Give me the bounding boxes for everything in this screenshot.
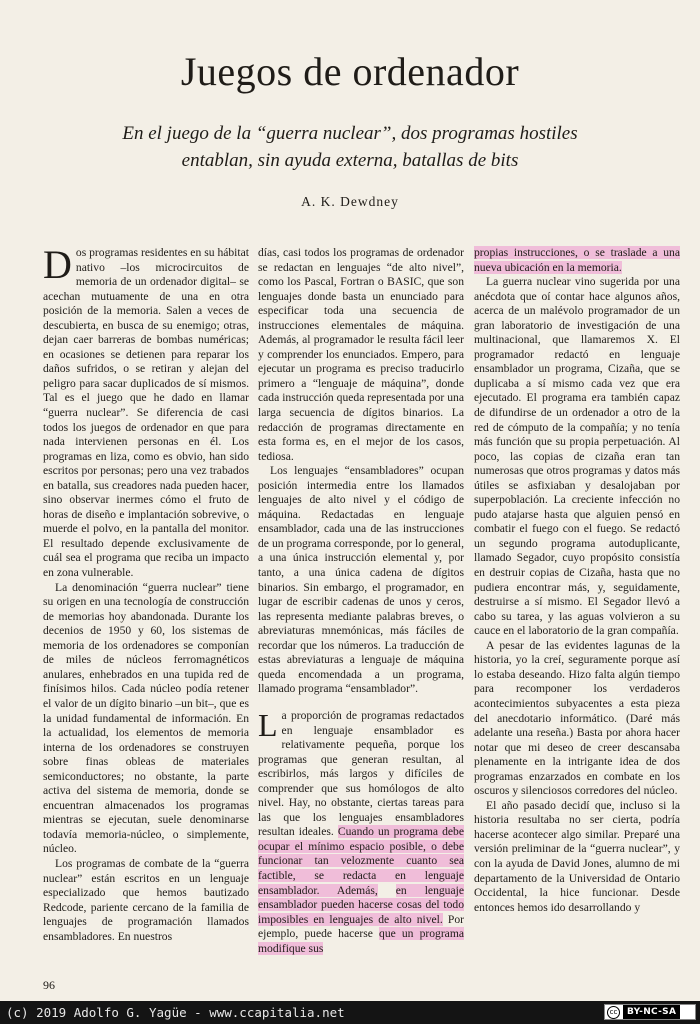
paragraph: La guerra nuclear vino sugerida por una anécdota que oí contar hace algunos años, acerca de un malévolo programador de un gran laboratorio de investigación de una multinacional, que llamaremos X. El programador redactó en lenguaje ensamblador un programa, Cizaña, que se duplicaba a sí mismo cada vez que era ejecutado. El programa era también capaz de difundirse de un ordenador a otro de la red de cómputo de la compañía; y no tenía más función que su propia perpetuación. Al poco, las copias de cizaña eran tan numerosas que otros programas y datos más útiles se asfixiaban y desalojaban por superpoblación. La creciente infección no pudo atajarse hasta que alguien pensó en combatir el fuego con el fuego. Se redactó un segundo programa autoduplicante, llamado Segador, cuyo propósito consistía en destruir copias de Cizaña, hasta que no pudiera encontrar más, y, seguidamente, destruirse a sí mismo. El Segador llevó a cabo su tarea, y las aguas volvieron a su cauce en el laboratorio de la gran compañía.: [474, 275, 680, 638]
cc-icon: cc: [607, 1006, 620, 1019]
drop-cap: D: [43, 242, 72, 287]
highlighted-text: Cuando un programa debe ocupar el mínimo espacio posible, o debe funcionar tan velozmente cuanto sea factible, se redacta en lenguaje ensamblador. Además,: [258, 825, 464, 897]
highlighted-text: propias instrucciones, o se traslade a una nueva ubicación en la memoria.: [474, 246, 680, 274]
text-column-2: [258, 246, 464, 956]
license-terms: BY-NC-SA: [623, 1005, 680, 1019]
article-subtitle: En el juego de la “guerra nuclear”, dos programas hostiles entablan, sin ayuda externa, batallas de bits: [122, 123, 578, 171]
paragraph: Los lenguajes “ensambladores” ocupan posición intermedia entre los llamados lenguajes de alto nivel y el código de máquina. Redactadas en lenguaje ensamblador, cada una de las instrucciones de un programa corresponde, por lo general, a una única instrucción elemental y, por tanto, a una única cadena de dígitos binarios. Sin embargo, el programador, en lugar de escribir cadenas de unos y ceros, las representa mediante palabras breves, o abreviaturas mnemónicas, más fáciles de recordar que los números. La traducción de estas abreviaturas a lenguaje de máquina queda encomendada a un programa, llamado programa “ensamblador”.: [258, 464, 464, 696]
paragraph: Los programas de combate de la “guerra nuclear” están escritos en un lenguaje especializado que hemos bautizado Redcode, pariente cercano de la familia de lenguajes de programación llamados ensambladores. En nuestros: [43, 856, 249, 943]
page-number: 96: [43, 978, 55, 992]
paragraph: El año pasado decidí que, incluso si la historia resultaba no ser cierta, podría hacerse acontecer algo similar. Preparé una versión preliminar de la “guerra nuclear”, y con la ayuda de David Jones, alumno de mi departamento de la Universidad de Ontario Occidental, la hice funcionar. Desde entonces hemos ido desarrollando y: [474, 798, 680, 914]
article-title: Juegos de ordenador: [180, 49, 520, 94]
paragraph: La proporción de programas redactados en lenguaje ensamblador es relativamente pequeña, porque los programas que generan resultan, al escribirlos, más largos y difíciles de comprender que sus homólogos de alto nivel. Hay, no obstante, ciertas tareas para las que los lenguajes ensambladores resultan ideales. Cuando un programa debe ocupar el mínimo espacio posible, o debe funcionar tan velozmente cuanto sea factible, se redacta en lenguaje ensamblador. Además, en lenguaje ensamblador pueden hacerse cosas del todo imposibles en lenguajes de alto nivel. Por ejemplo, puede hacerse que un programa modifique sus: [258, 706, 464, 955]
article-author: A. K. Dewdney: [301, 194, 399, 209]
paragraph: A pesar de las evidentes lagunas de la historia, yo la creí, seguramente porque así lo estaba deseando. Hizo falta algún tiempo para recomponer los verdaderos acontecimientos subyacentes a esta pieza del anecdotario informático. (Daré más adelante una reseña.) Basta por ahora hacer notar que mi deseo de creer descansaba plenamente en la intrigante idea de dos programas enzarzados en combate en los oscuros y silenciosos corredores del núcleo.: [474, 638, 680, 798]
highlighted-text: que un programa modifique sus: [258, 927, 464, 955]
drop-cap: L: [258, 706, 278, 743]
copyright-footer: [0, 1001, 700, 1024]
copyright-text: (c) 2019 Adolfo G. Yagüe - www.ccapitalia.net: [6, 1005, 345, 1020]
text-column-3: [474, 246, 680, 915]
paragraph: [474, 246, 680, 275]
paragraph: Dos programas residentes en su hábitat nativo –los microcircuitos de memoria de un ordenador digital– se acechan mutuamente de una en otra posición de la memoria. Salen a veces de descubierta, en busca de su enemigo; otras, dejan caer barreras de bombas numéricas; en ocasiones se detienen para reparar los daños sufridos, o se retiran y alejan del peligro para sacar duplicados de sí mismos. Tal es el juego que he dado en llamar “guerra nuclear”. Se diferencia de casi todos los juegos de ordenador en que para nada intervienen personas en él. Los programas en liza, como es obvio, han sido escritos por personas; pero una vez trabados en batalla, sus creadores nada pueden hacer, sino observar inermes cómo el fruto de horas de diseño e implantación sobrevive, o muerde el polvo, en la pantalla del monitor. El resultado depende exclusivamente de cuál sea el programa que reciba un impacto en zona vulnerable.: [43, 242, 249, 580]
highlighted-text: en lenguaje ensamblador pueden hacerse cosas del todo imposibles en lenguajes de alto nivel.: [258, 883, 464, 926]
paragraph: días, casi todos los programas de ordenador se redactan en lenguajes “de alto nivel”, como los Pascal, Fortran o BASIC, que son lenguajes donde basta un enunciado para especificar toda una secuencia de instrucciones elementales de máquina. Además, al programador le resulta fácil leer y comprender los enunciados. Empero, para ejecutar un programa es preciso traducirlo primero a “lenguaje de máquina”, donde cada instrucción queda representada por una larga secuencia de dígitos binarios. La redacción de programas directamente en esta forma es, en el mejor de los casos, tediosa.: [258, 246, 464, 463]
paragraph: La denominación “guerra nuclear” tiene su origen en una tecnología de construcción de memorias hoy abandonada. Durante los decenios de 1950 y 60, los sistemas de memoria de los ordenadores se componían de miles de núcleos ferromagnéticos anulares, enhebrados en una tupida red de finísimos hilos. Cada núcleo podía retener el valor de un dígito binario –un bit–, que es la unidad fundamental de información. En la actualidad, los elementos de memoria interna de los ordenadores se construyen sobre finas obleas de materiales semiconductores; no obstante, la parte activa del sistema de memoria, donde se encuentran almacenados los programas mientras se ejecutan, suele denominarse todavía memoria-núcleo, o simplemente, núcleo.: [43, 580, 249, 856]
text-column-1: [43, 242, 249, 944]
cc-license-badge[interactable]: [604, 1004, 696, 1020]
